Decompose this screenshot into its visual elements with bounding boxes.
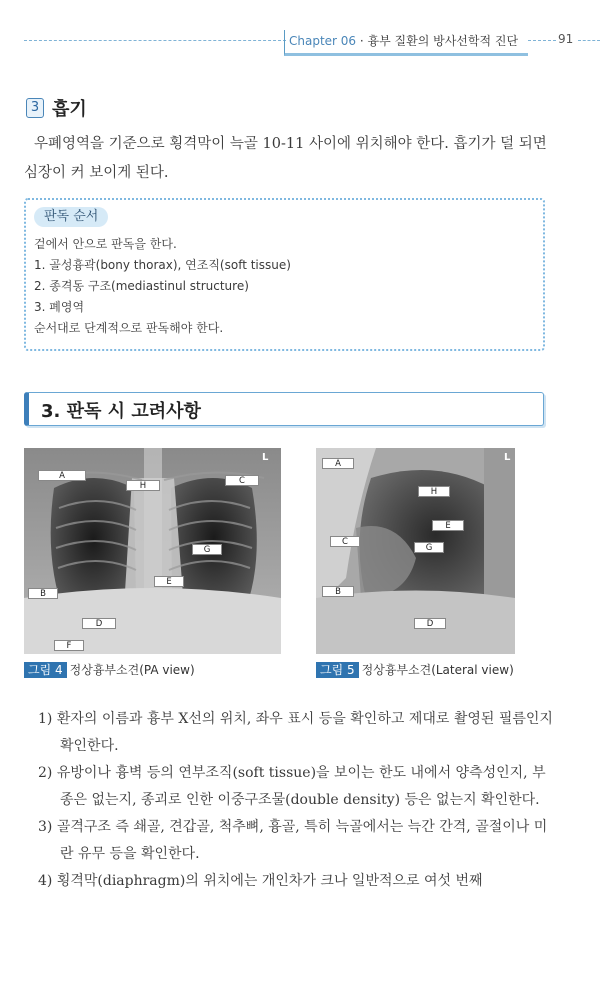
section-title: 흡기	[52, 99, 87, 120]
lateral-label-h: H	[418, 486, 450, 497]
section-number-badge: 3	[26, 98, 44, 118]
reading-order-line: 순서대로 단계적으로 판독해야 한다.	[34, 321, 224, 335]
chapter-title: 흉부 질환의 방사선학적 진단	[367, 34, 519, 48]
pa-label-f: F	[54, 640, 84, 651]
pa-label-b: B	[28, 588, 58, 599]
lateral-label-e: E	[432, 520, 464, 531]
list-item: 2) 유방이나 흉벽 등의 연부조직(soft tissue)을 보이는 한도 내에서 양측성인지, 부종은 없는지, 종괴로 인한 이중구조물(double density) 등은 없는지 확인한다.	[38, 765, 546, 808]
reading-order-line: 3. 폐영역	[34, 300, 85, 314]
considerations-heading	[24, 392, 544, 426]
figure4-caption	[24, 661, 195, 678]
pa-label-h: H	[126, 480, 160, 491]
reading-order-line: 2. 종격동 구조(mediastinul structure)	[34, 279, 249, 293]
pa-label-d: D	[82, 618, 116, 629]
lateral-side-marker: L	[504, 452, 511, 463]
list-item: 1) 환자의 이름과 흉부 X선의 위치, 좌우 표시 등을 확인하고 제대로 촬영된 필름인지 확인한다.	[38, 711, 553, 754]
section-paragraph: 우폐영역을 기준으로 횡격막이 늑골 10-11 사이에 위치해야 한다. 흡기가 덜 되면 심장이 커 보이게 된다.	[24, 136, 547, 181]
pa-label-g: G	[192, 544, 222, 555]
considerations-list	[38, 706, 554, 895]
lateral-label-g: G	[414, 542, 444, 553]
figure4-caption-text: 정상흉부소견(PA view)	[69, 663, 195, 677]
pa-label-c: C	[225, 475, 259, 486]
lateral-label-d: D	[414, 618, 446, 629]
page-number: 91	[558, 32, 574, 46]
reading-order-line: 겉에서 안으로 판독을 한다.	[34, 237, 177, 251]
figure5-tag: 그림 5	[316, 662, 359, 678]
reading-order-line: 1. 골성흉곽(bony thorax), 연조직(soft tissue)	[34, 258, 291, 272]
reading-order-tag: 판독 순서	[34, 207, 108, 227]
header-dashed-rule-far	[578, 40, 600, 41]
lateral-label-c: C	[330, 536, 360, 547]
figure4-tag: 그림 4	[24, 662, 67, 678]
figure5-caption	[316, 661, 514, 678]
figure5-caption-text: 정상흉부소견(Lateral view)	[361, 663, 514, 677]
pa-xray-image	[24, 448, 281, 654]
considerations-heading-text: 3. 판독 시 고려사항	[41, 401, 201, 422]
lateral-label-b: B	[322, 586, 354, 597]
pa-label-e: E	[154, 576, 184, 587]
lateral-xray-image	[316, 448, 515, 654]
chapter-number: Chapter 06	[289, 34, 357, 48]
header-dashed-rule-left	[24, 40, 286, 41]
list-item: 3) 골격구조 즉 쇄골, 견갑골, 척추뼈, 흉골, 특히 늑골에서는 늑간 간격, 골절이나 미란 유무 등을 확인한다.	[38, 819, 548, 862]
pa-label-a: A	[38, 470, 86, 481]
reading-order-lines	[34, 234, 291, 339]
lateral-label-a: A	[322, 458, 354, 469]
header-dashed-rule-right	[528, 40, 556, 41]
pa-side-marker: L	[262, 452, 269, 463]
chapter-header: Chapter 06 · 흉부 질환의 방사선학적 진단	[284, 30, 528, 56]
list-item: 4) 횡격막(diaphragm)의 위치에는 개인차가 크나 일반적으로 여섯 번째	[38, 873, 483, 889]
